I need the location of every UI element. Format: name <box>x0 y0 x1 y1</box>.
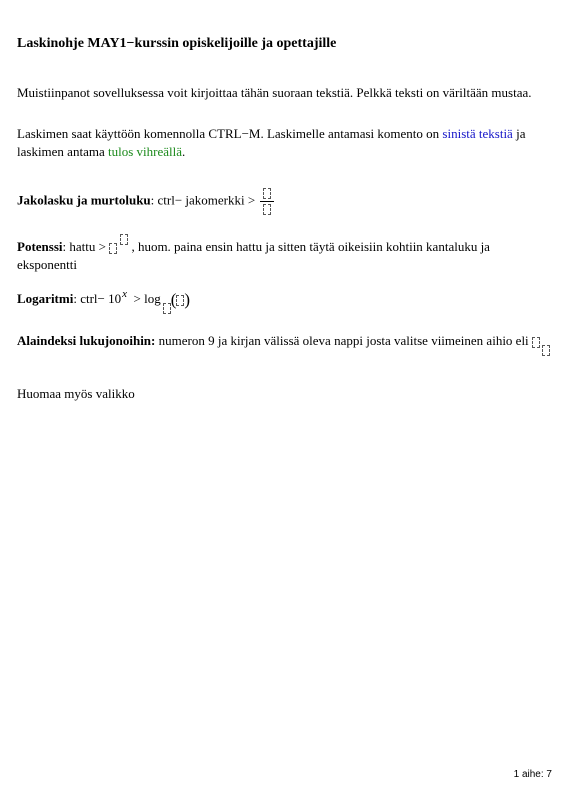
calc-text-suffix: . <box>181 144 186 159</box>
subscript-label: Alaindeksi lukujonoihin: <box>17 333 156 348</box>
calc-text-middle: ja laskimen antama <box>17 126 526 159</box>
division-text: : ctrl− jakomerkki > <box>150 192 259 208</box>
power-label: Potenssi <box>17 239 63 254</box>
subscript-index-placeholder[interactable] <box>542 345 550 356</box>
division-label: Jakolasku ja murtoluku <box>17 192 151 208</box>
power-text-after: , huom. paina ensin hattu ja sitten täytä oikeisiin kohtiin kantaluku ja eksponentti <box>17 239 490 272</box>
intro-paragraph: Muistiinpanot sovelluksessa voit kirjoittaa tähän suoraan tekstiä. Pelkkä teksti on väriltään mustaa. <box>17 85 532 100</box>
log-base-placeholder[interactable] <box>163 303 171 314</box>
power-text-before: : hattu > <box>62 239 110 254</box>
calculator-paragraph <box>17 125 552 161</box>
power-paragraph <box>17 238 552 274</box>
denominator-placeholder[interactable] <box>263 204 271 215</box>
numerator-placeholder[interactable] <box>263 188 271 199</box>
calc-blue-text: sinistä tekstiä <box>442 126 513 141</box>
division-paragraph <box>17 188 552 215</box>
logarithm-label: Logaritmi <box>17 291 74 306</box>
calc-text-prefix: Laskimen saat käyttöön komennolla CTRL−M. Laskimelle antamasi komento on <box>17 126 443 141</box>
page-title: Laskinohje MAY1−kurssin opiskelijoille ja opettajille <box>17 36 337 51</box>
subscript-base-placeholder[interactable] <box>532 337 540 348</box>
subscript-paragraph <box>17 332 552 350</box>
logarithm-text-before: : ctrl− 10 <box>73 291 122 306</box>
subscript-text: numeron 9 ja kirjan välissä oleva nappi josta valitse viimeinen aihio eli <box>155 333 532 348</box>
logarithm-exponent: x <box>122 288 127 300</box>
close-paren-icon: ) <box>184 290 191 310</box>
logarithm-paragraph <box>17 290 552 309</box>
page-footer: 1 aihe: 7 <box>513 769 552 780</box>
base-placeholder[interactable] <box>109 243 117 254</box>
note-paragraph: Huomaa myös valikko <box>17 386 135 401</box>
fraction-template[interactable] <box>260 188 274 215</box>
logarithm-text-after: > log <box>127 291 161 306</box>
open-paren-icon: ( <box>170 290 177 310</box>
calc-green-text: tulos vihreällä <box>107 144 182 159</box>
fraction-bar <box>260 201 274 202</box>
exponent-placeholder[interactable] <box>120 234 128 245</box>
